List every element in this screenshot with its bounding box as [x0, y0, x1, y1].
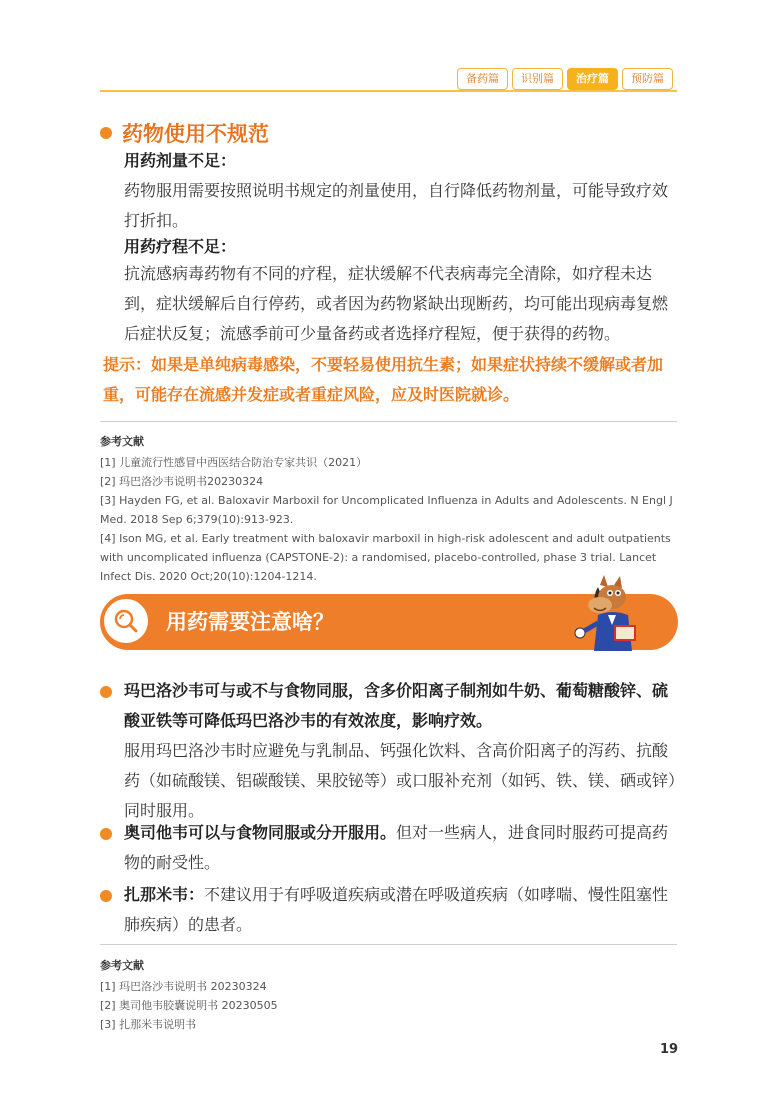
bullet-text: 服用玛巴洛沙韦时应避免与乳制品、钙强化饮料、含高价阳离子的泻药、抗酸药（如硫酸镁、铝碳酸镁、果胶铋等）或口服补充剂（如钙、铁、镁、硒或锌）同时服用。: [124, 741, 677, 820]
bullet-oseltamivir: [100, 818, 680, 878]
course-paragraph: 抗流感病毒药物有不同的疗程，症状缓解不代表病毒完全清除，如疗程未达到，症状缓解后自行停药，或者因为药物紧缺出现断药，均可能出现病毒复燃后症状反复；流感季前可少量备药或者选择疗程短，便于获得的药物。: [124, 264, 669, 343]
bullet-text: 但对一些病人，进食同时服药可提高药物的耐受性。: [124, 823, 669, 872]
bullet-dot-icon: [100, 828, 112, 840]
dose-paragraph: 药物服用需要按照说明书规定的剂量使用，自行降低药物剂量，可能导致疗效打折扣。: [124, 181, 669, 230]
header-rule: [100, 90, 677, 92]
reference-item: [4] Ison MG, et al. Early treatment with baloxavir marboxil in high-risk adolescent and adult outpatients with uncomplicated influenza (CAPSTONE-2): a randomised, placebo-controlled, phase 3 trial. Lancet Infect Dis. 2020 Oct;20(10):1204-1214.: [100, 532, 671, 583]
references-heading: 参考文献: [100, 959, 144, 972]
search-icon: [102, 597, 150, 645]
references-heading: 参考文献: [100, 435, 144, 448]
horse-mascot-icon: [572, 575, 652, 651]
tab-prevention[interactable]: 预防篇: [622, 68, 673, 90]
course-subheading: 用药疗程不足：: [124, 237, 237, 256]
tab-identify[interactable]: 识别篇: [512, 68, 563, 90]
reference-item: [1] 儿童流行性感冒中西医结合防治专家共识（2021）: [100, 456, 368, 469]
banner-title: 用药需要注意啥？: [166, 610, 334, 634]
chapter-tabs: [457, 68, 673, 90]
references-1: [100, 432, 680, 586]
bullet-dot-icon: [100, 890, 112, 902]
reference-item: [2] 玛巴洛沙韦说明书20230324: [100, 475, 264, 488]
tab-prepare[interactable]: 备药篇: [457, 68, 508, 90]
bullet-dot-icon: [100, 686, 112, 698]
bullet-emphasis: 玛巴洛沙韦可与或不与食物同服，含多价阳离子制剂如牛奶、葡萄糖酸锌、硫酸亚铁等可降低玛巴洛沙韦的有效浓度，影响疗效。: [124, 681, 669, 730]
tip-text: 提示：如果是单纯病毒感染，不要轻易使用抗生素；如果症状持续不缓解或者加重，可能存在流感并发症或者重症风险，应及时医院就诊。: [103, 355, 664, 404]
divider: [100, 421, 677, 422]
bullet-baloxavir: [100, 676, 680, 826]
bullet-zanamivir: [100, 880, 680, 940]
bullet-dot-icon: [100, 127, 112, 139]
dose-subheading: 用药剂量不足：: [124, 151, 237, 170]
bullet-text: 不建议用于有呼吸道疾病或潜在呼吸道疾病（如哮喘、慢性阻塞性肺疾病）的患者。: [124, 885, 669, 934]
reference-item: [3] 扎那米韦说明书: [100, 1018, 197, 1031]
references-2: [100, 956, 680, 1034]
section-heading: [100, 118, 269, 148]
reference-item: [1] 玛巴洛沙韦说明书 20230324: [100, 980, 267, 993]
reference-item: [3] Hayden FG, et al. Baloxavir Marboxil for Uncomplicated Influenza in Adults and Adolescents. N Engl J Med. 2018 Sep 6;379(10):913-923.: [100, 494, 673, 526]
bullet-emphasis: 扎那米韦：: [124, 885, 205, 904]
section-title: 药物使用不规范: [122, 122, 269, 146]
reference-item: [2] 奥司他韦胶囊说明书 20230505: [100, 999, 278, 1012]
page-number: 19: [660, 1042, 679, 1057]
divider: [100, 944, 677, 945]
tab-treatment[interactable]: 治疗篇: [567, 68, 618, 90]
bullet-emphasis: 奥司他韦可以与食物同服或分开服用。: [124, 823, 397, 842]
